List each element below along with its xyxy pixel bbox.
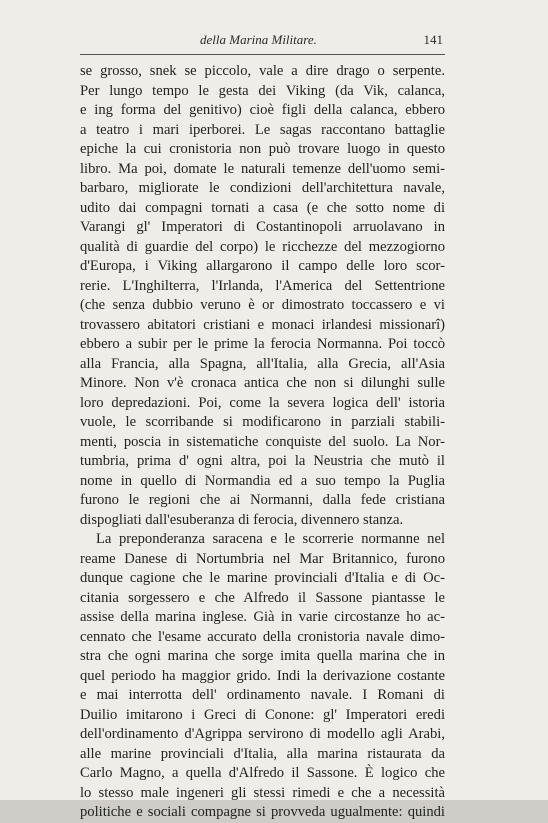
text-line: reame Danese di Nortumbria nel Mar Britannico, furono bbox=[80, 550, 445, 567]
page-header bbox=[80, 32, 443, 50]
running-title: della Marina Militare. bbox=[200, 32, 317, 47]
text-line: ebbero a subir per le prime la ferocia Normanna. Poi toccò bbox=[80, 336, 445, 352]
text-line: furono le regioni che ai Normanni, dalla fede cristiana bbox=[80, 492, 445, 508]
page-number: 141 bbox=[423, 32, 443, 47]
text-line: udito dai compagni tornati a casa (e che sotto nome di bbox=[80, 199, 445, 216]
text-line: barbaro, migliorate le condizioni dell'architettura navale, bbox=[80, 180, 445, 196]
text-line: politiche e sociali compagne si provveda ugualmente: quindi bbox=[80, 804, 445, 820]
text-line: vuole, le scorribande si modificarono in parziali stabili- bbox=[80, 414, 445, 430]
text-line: e ing forma del genitivo) cioè figli della calanca, ebbero bbox=[80, 102, 445, 118]
text-line: Per lungo tempo le gesta dei Viking (da Vik, calanca, bbox=[80, 82, 445, 99]
header-rule bbox=[80, 54, 445, 55]
text-line: Duilio imitarono i Greci di Conone: gl' Imperatori eredi bbox=[80, 706, 445, 723]
text-line: e mai interrotta dell' ordinamento navale. I Romani di bbox=[80, 687, 445, 703]
text-line: Carlo Magno, a quella d'Alfredo il Sassone. È logico che bbox=[80, 765, 445, 781]
text-line: trovassero abitatori cristiani e monaci irlandesi missionarî) bbox=[80, 316, 445, 333]
body-text bbox=[80, 62, 445, 823]
text-line: d'Europa, i Viking allargarono il campo delle loro scor- bbox=[80, 258, 445, 274]
text-line: citania sorgessero e che Alfredo il Sassone piantasse le bbox=[80, 589, 445, 606]
text-line: a teatro i mari iperborei. Le sagas raccontano battaglie bbox=[80, 121, 445, 138]
text-line: dunque cagione che le marine provinciali d'Italia e di Oc- bbox=[80, 570, 445, 586]
text-line: (che senza dubbio veruno è or dimostrato toccassero e vi bbox=[80, 297, 445, 313]
text-line: nome in quello di Normandia ed a suo tempo la Puglia bbox=[80, 472, 445, 489]
text-line: La preponderanza saracena e le scorrerie normanne nel bbox=[96, 531, 445, 547]
text-line: cennato che l'esame accurato della cronistoria navale dimo- bbox=[80, 628, 445, 645]
text-line: assise della marina inglese. Già in varie circostanze ho ac- bbox=[80, 609, 445, 625]
text-line: Minore. Non v'è cronaca antica che non si dilunghi sulle bbox=[80, 375, 445, 391]
text-line: loro depredazioni. Poi, come la severa logica dell' istoria bbox=[80, 394, 445, 411]
text-line: menti, poscia in sistematiche conquiste del suolo. La Nor- bbox=[80, 433, 445, 450]
text-line: epiche la cui cronistoria non può trovare luogo in questo bbox=[80, 141, 445, 157]
text-line: alle marine provinciali d'Italia, alla marina ristaurata da bbox=[80, 745, 445, 762]
text-line: libro. Ma poi, domate le naturali temenze dell'uomo semi- bbox=[80, 160, 445, 177]
text-line: alla Francia, alla Spagna, all'Italia, alla Grecia, all'Asia bbox=[80, 355, 445, 372]
text-line: lo stesso male ingeneri gli stessi rimedi e che a necessità bbox=[80, 784, 445, 801]
text-line: quel periodo ha maggior grido. Indi la derivazione costante bbox=[80, 667, 445, 684]
text-line: dispogliati dall'esuberanza di ferocia, divennero stanza. bbox=[80, 511, 404, 528]
text-line: dell'ordinamento d'Agrippa servirono di modello agli Arabi, bbox=[80, 726, 445, 742]
text-line: tumbria, prima d' ogni altra, poi la Neustria che mutò il bbox=[80, 453, 445, 469]
text-line: qualità di guardie del corpo) le ricchezze del mezzogiorno bbox=[80, 238, 445, 255]
text-line: stra che ogni marina che sorge imita quella marina che in bbox=[80, 648, 445, 664]
text-line: rerie. L'Inghilterra, l'Irlanda, l'America del Settentrione bbox=[80, 277, 445, 294]
text-line: Varangi gl' Imperatori di Costantinopoli arruolavano in bbox=[80, 219, 445, 235]
text-line: se grosso, snek se piccolo, vale a dire drago o serpente. bbox=[80, 63, 445, 79]
